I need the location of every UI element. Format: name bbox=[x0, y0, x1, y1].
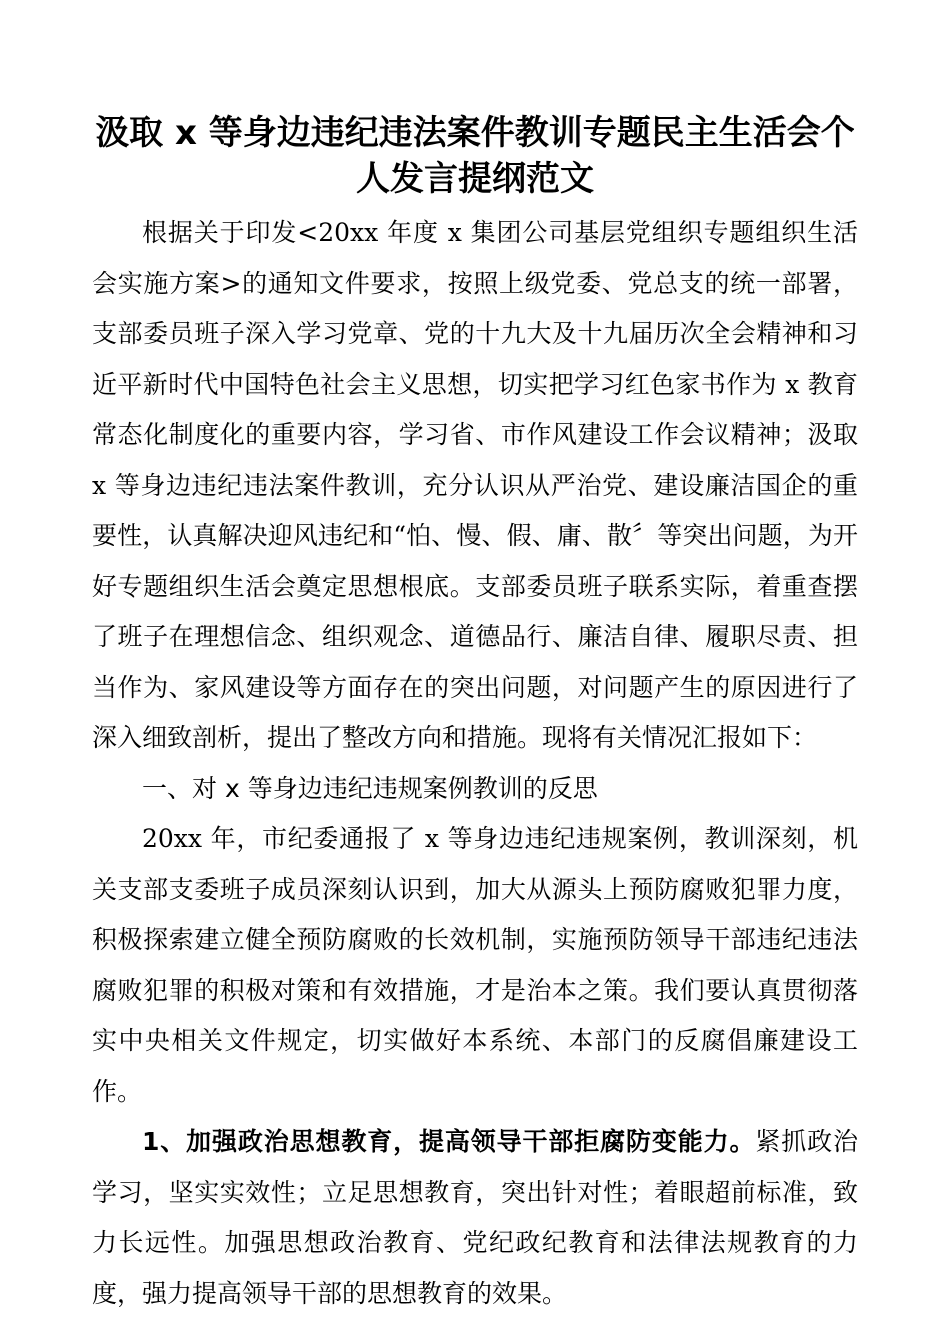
item-body-1: 紧抓政治学习，坚实实效性；立足思想教育，突出针对性；着眼超前标准，致力长远性。加强思想政治教育、党纪政纪教育和法律法规教育的力度，强力提高领导干部的思想教育的效果。 bbox=[92, 1127, 858, 1308]
section-paragraph-1: 20xx 年，市纪委通报了 x 等身边违纪违规案例，教训深刻，机关支部支委班子成员深刻认识到，加大从源头上预防腐败犯罪力度，积极探索建立健全预防腐败的长效机制，实施预防领导干部违纪违法腐败犯罪的积极对策和有效措施，才是治本之策。我们要认真贯彻落实中央相关文件规定，切实做好本系统、本部门的反腐倡廉建设工作。 bbox=[92, 824, 858, 1106]
intro-paragraph: 根据关于印发<20xx 年度 x 集团公司基层党组织专题组织生活会实施方案>的通知文件要求，按照上级党委、党总支的统一部署，支部委员班子深入学习党章、党的十九大及十九届历次全会精神和习近平新时代中国特色社会主义思想，切实把学习红色家书作为 x 教育常态化制度化的重要内容，学习省、市作风建设工作会议精神；汲取 x 等身边违纪违法案件教训，充分认识从严治党、建设廉洁国企的重要性，认真解决迎风违纪和“怕、慢、假、庸、散〞等突出问题，为开好专题组织生活会奠定思想根底。支部委员班子联系实际，着重查摆了班子在理想信念、组织观念、道德品行、廉洁自律、履职尽责、担当作为、家风建设等方面存在的突出问题，对问题产生的原因进行了深入细致剖析，提出了整改方向和措施。现将有关情况汇报如下： bbox=[92, 218, 858, 752]
item-paragraph-1 bbox=[92, 1117, 858, 1319]
section-heading-1: 一、对 x 等身边违纪违规案例教训的反思 bbox=[142, 773, 598, 803]
document-title: 汲取 x 等身边违纪违法案件教训专题民主生活会个人发言提纲范文 bbox=[95, 113, 855, 199]
item-lead-1: 1、加强政治思想教育，提高领导干部拒腐防变能力。 bbox=[142, 1127, 756, 1156]
